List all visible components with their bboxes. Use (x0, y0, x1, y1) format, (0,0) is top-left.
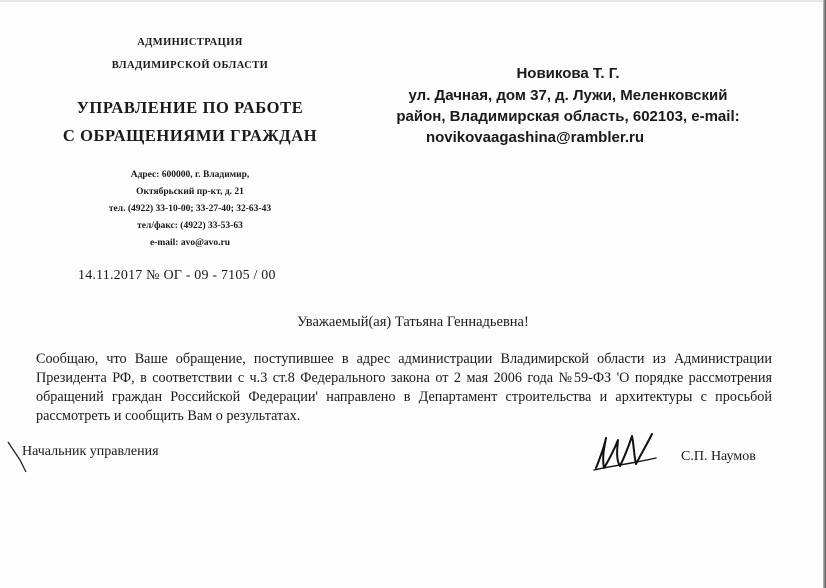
registration-number: 14.11.2017 № ОГ - 09 - 7105 / 00 (78, 268, 276, 283)
recipient-email: novikovaagashina@rambler.ru (425, 129, 645, 146)
sender-fax: тел/факс: (4922) 33-53-63 (137, 221, 243, 231)
sender-address-line2: Октябрьский пр-кт, д. 21 (136, 187, 244, 197)
handwritten-signature (590, 428, 662, 474)
sender-dept-line1: УПРАВЛЕНИЕ ПО РАБОТЕ (76, 98, 304, 117)
recipient-address-line2: район, Владимирская область, 602103, e-mail: (396, 108, 740, 125)
recipient-name: Новикова Т. Г. (516, 65, 620, 82)
recipient-address-line1: ул. Дачная, дом 37, д. Лужи, Меленковский (408, 87, 728, 104)
sender-email: e-mail: avo@avo.ru (149, 238, 231, 248)
sender-org-line1: АДМИНИСТРАЦИЯ (137, 37, 243, 48)
sender-dept-line2: С ОБРАЩЕНИЯМИ ГРАЖДАН (62, 126, 318, 145)
letter-body: Сообщаю, что Ваше обращение, поступившее в адрес администрации Владимирской области из Администрации Президента РФ, в соответствии с ч.3 ст.8 Федерального закона от 2 мая 2006 года №59-ФЗ 'О порядке рассмотрения обращений граждан Российской Федерации' направлено в Департамент строительства и архитектуры с просьбой рассмотреть и сообщить Вам о результатах. (36, 351, 772, 424)
sender-org-line2: ВЛАДИМИРСКОЙ ОБЛАСТИ (111, 60, 269, 71)
scan-edge-top (0, 0, 826, 2)
salutation: Уважаемый(ая) Татьяна Геннадьевна! (297, 314, 529, 330)
sender-phones: тел. (4922) 33-10-00; 33-27-40; 32-63-43 (108, 204, 272, 214)
sender-address-line1: Адрес: 600000, г. Владимир, (130, 170, 250, 180)
signer-name: С.П. Наумов (681, 449, 756, 464)
signer-title: Начальник управления (22, 444, 159, 459)
